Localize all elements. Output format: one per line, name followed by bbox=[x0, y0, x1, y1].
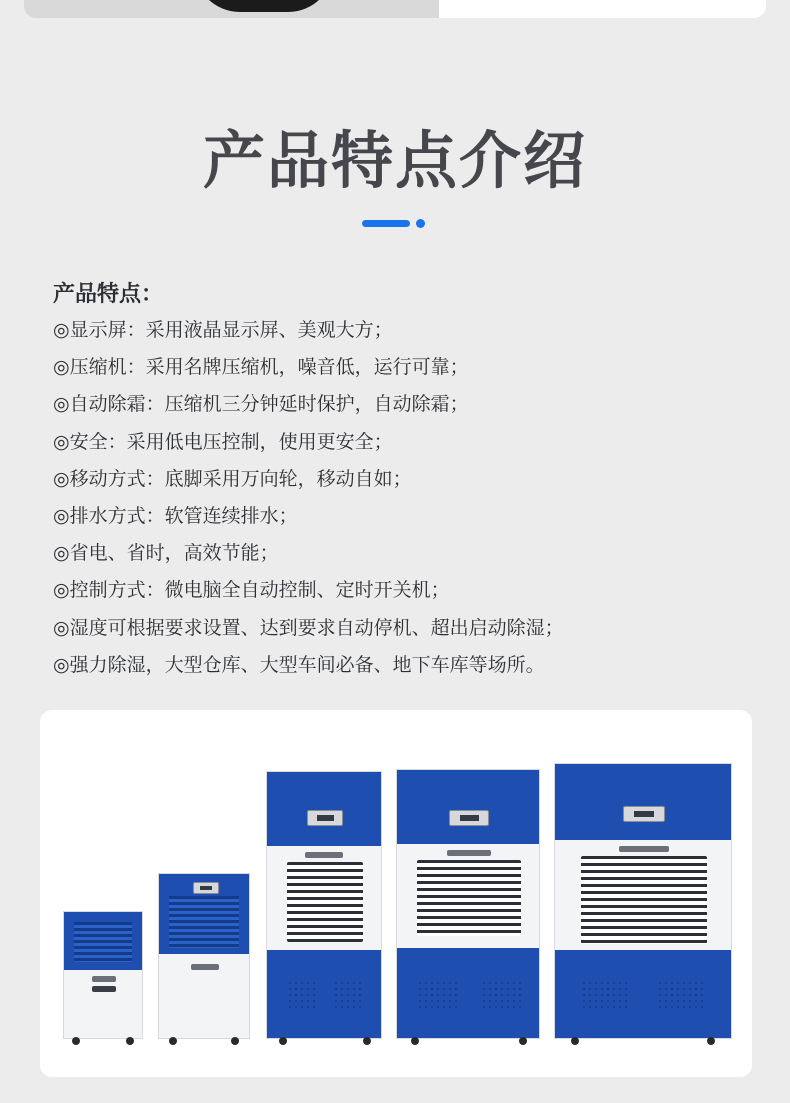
unit-vent-holes bbox=[333, 980, 363, 1010]
unit-vent-holes bbox=[657, 980, 707, 1012]
unit-brand-plate bbox=[447, 850, 491, 856]
unit-brand-plate bbox=[92, 976, 116, 982]
unit-display-screen bbox=[193, 882, 219, 894]
unit-air-grille bbox=[417, 860, 521, 936]
unit-display-screen bbox=[307, 810, 343, 826]
previous-section-card bbox=[24, 0, 766, 18]
unit-air-grille bbox=[74, 922, 132, 962]
unit-vent-holes bbox=[581, 980, 631, 1012]
feature-item: ◎排水方式：软管连续排水； bbox=[53, 504, 298, 527]
unit-blue-panel bbox=[267, 772, 381, 846]
dehumidifier-unit-large bbox=[396, 769, 540, 1039]
section-heading: 产品特点介绍 bbox=[202, 124, 587, 197]
feature-item: ◎强力除湿，大型仓库、大型车间必备、地下车库等场所。 bbox=[53, 653, 545, 676]
feature-item: ◎移动方式：底脚采用万向轮，移动自如； bbox=[53, 467, 412, 490]
dehumidifier-unit-small bbox=[63, 911, 143, 1039]
feature-item: ◎安全：采用低电压控制，使用更安全； bbox=[53, 430, 393, 453]
unit-blue-base bbox=[267, 950, 381, 1038]
feature-list bbox=[53, 312, 753, 684]
dehumidifier-unit-xlarge bbox=[554, 763, 732, 1039]
unit-air-grille bbox=[581, 856, 707, 944]
feature-item: ◎湿度可根据要求设置、达到要求自动停机、超出启动除湿； bbox=[53, 616, 564, 639]
unit-wheel bbox=[519, 1037, 527, 1045]
feature-item: ◎自动除霜：压缩机三分钟延时保护，自动除霜； bbox=[53, 393, 469, 416]
unit-wheel bbox=[571, 1037, 579, 1045]
dehumidifier-unit-tall bbox=[266, 771, 382, 1039]
feature-list-block bbox=[53, 280, 753, 684]
unit-wheel bbox=[72, 1037, 80, 1045]
accent-dot-icon bbox=[416, 219, 425, 228]
feature-list-title: 产品特点： bbox=[53, 282, 164, 307]
product-photo-cropped bbox=[24, 0, 439, 18]
unit-brand-plate bbox=[305, 852, 343, 858]
unit-wheel bbox=[126, 1037, 134, 1045]
accent-divider-icon bbox=[362, 220, 410, 227]
unit-brand-plate bbox=[191, 964, 219, 970]
feature-item: ◎显示屏：采用液晶显示屏、美观大方； bbox=[53, 319, 393, 341]
unit-display-screen bbox=[623, 806, 665, 822]
product-lineup-photo bbox=[40, 710, 752, 1077]
unit-vent-holes bbox=[287, 980, 317, 1010]
product-detail-shape bbox=[194, 0, 334, 12]
unit-display-screen bbox=[449, 810, 489, 826]
unit-vent-holes bbox=[481, 980, 521, 1010]
unit-wheel bbox=[231, 1037, 239, 1045]
dehumidifier-unit-compact bbox=[158, 873, 250, 1039]
unit-vent-holes bbox=[417, 980, 457, 1010]
unit-blue-panel bbox=[397, 770, 539, 844]
unit-air-grille bbox=[287, 862, 363, 942]
unit-brand-plate bbox=[619, 846, 669, 852]
unit-handle bbox=[92, 986, 116, 992]
unit-wheel bbox=[707, 1037, 715, 1045]
feature-item: ◎控制方式：微电脑全自动控制、定时开关机； bbox=[53, 579, 450, 602]
feature-item: ◎省电、省时，高效节能； bbox=[53, 542, 279, 565]
unit-air-grille bbox=[169, 896, 239, 948]
unit-blue-panel bbox=[555, 764, 731, 840]
unit-wheel bbox=[411, 1037, 419, 1045]
unit-wheel bbox=[279, 1037, 287, 1045]
unit-wheel bbox=[169, 1037, 177, 1045]
feature-item: ◎压缩机：采用名牌压缩机，噪音低，运行可靠； bbox=[53, 356, 469, 379]
unit-wheel bbox=[363, 1037, 371, 1045]
